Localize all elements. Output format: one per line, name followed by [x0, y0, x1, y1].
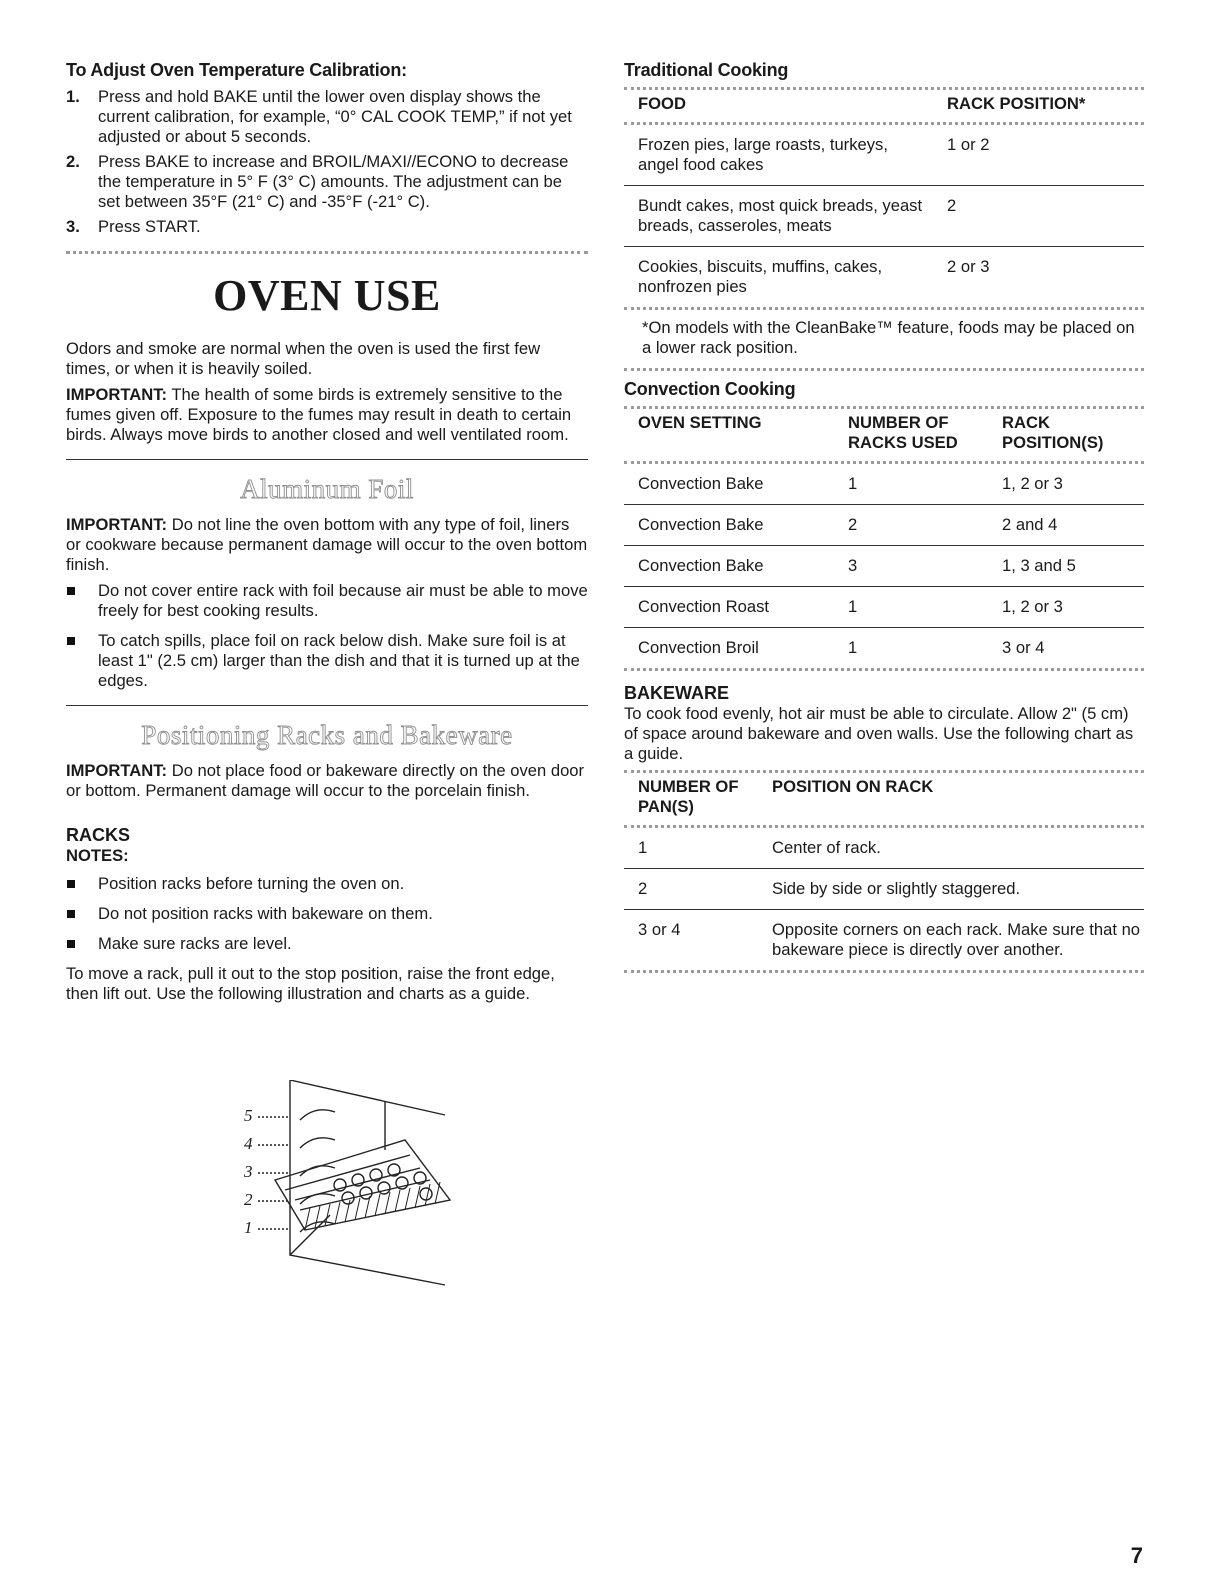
col-position-on-rack: POSITION ON RACK: [772, 777, 934, 796]
convection-table: [624, 409, 1144, 668]
divider: [624, 368, 1144, 371]
bullet-icon: [66, 874, 98, 894]
racks-heading: RACKS: [66, 825, 131, 845]
convection-heading: Convection Cooking: [624, 379, 796, 399]
page-number: 7: [1130, 1543, 1143, 1568]
cleanbake-footnote: *On models with the CleanBake™ feature, foods may be placed on a lower rack position.: [642, 318, 1135, 357]
bullet-icon: [66, 631, 98, 691]
table-row: Convection Bake 1 1, 2 or 3: [624, 464, 1144, 505]
foil-bullets: [66, 581, 588, 691]
calibration-steps: [66, 87, 588, 237]
aluminum-foil-title: Aluminum Foil: [240, 474, 414, 504]
list-item: 3. Press START.: [66, 217, 201, 236]
bakeware-heading: BAKEWARE: [624, 683, 730, 703]
col-oven-setting: OVEN SETTING: [638, 413, 762, 432]
traditional-table: [624, 90, 1144, 307]
col-food: FOOD: [638, 94, 686, 113]
oven-cavity-drawing: [230, 1080, 460, 1290]
table-row: Bundt cakes, most quick breads, yeast breads, casseroles, meats 2: [624, 186, 1144, 247]
divider: [66, 459, 588, 460]
rack-illustration: [230, 1080, 460, 1290]
table-row: 1 Center of rack.: [624, 828, 1144, 869]
col-rack-positions: RACK POSITION(S): [1002, 413, 1104, 452]
list-item: 1. Press and hold BAKE until the lower oven display shows the current calibration, for example, “0° CAL COOK TEMP,” if not yet adjusted or about 5 seconds.: [66, 87, 572, 146]
traditional-heading: Traditional Cooking: [624, 60, 789, 80]
notes-bullets: [66, 874, 588, 954]
divider: [66, 705, 588, 706]
table-header: [624, 409, 1144, 464]
rack-label-3: 3: [244, 1162, 253, 1181]
calibration-heading: To Adjust Oven Temperature Calibration:: [66, 60, 407, 80]
list-item: Position racks before turning the oven on.: [66, 874, 588, 894]
foil-important: IMPORTANT: Do not line the oven bottom with any type of foil, liners or cookware because permanent damage will occur to the oven bottom finish.: [66, 515, 588, 574]
list-item: To catch spills, place foil on rack below dish. Make sure foil is at least 1" (2.5 cm) larger than the dish and that it is turned up at the edges.: [66, 631, 588, 691]
rack-label-5: 5: [244, 1106, 253, 1125]
table-row: Convection Broil 1 3 or 4: [638, 638, 1045, 657]
list-item: Do not cover entire rack with foil because air must be able to move freely for best cooking results.: [66, 581, 588, 621]
list-item: 2. Press BAKE to increase and BROIL/MAXI//ECONO to decrease the temperature in 5° F (3° C) amounts. The adjustment can be set between 35°F (21° C) and -35°F (-21° C).: [66, 152, 569, 211]
table-row: Frozen pies, large roasts, turkeys, angel food cakes 1 or 2: [624, 125, 1144, 186]
rack-label-2: 2: [244, 1190, 253, 1209]
divider: [66, 251, 588, 254]
col-number-racks: NUMBER OF RACKS USED: [848, 413, 958, 452]
table-header: [624, 773, 1144, 828]
table-row: Convection Bake 2 2 and 4: [624, 505, 1144, 546]
move-rack-paragraph: To move a rack, pull it out to the stop position, raise the front edge, then lift out. Use the following illustration and charts as a guide.: [66, 964, 555, 1003]
bakeware-paragraph: To cook food evenly, hot air must be able to circulate. Allow 2" (5 cm) of space around bakeware and oven walls. Use the following chart as a guide.: [624, 704, 1134, 763]
table-row: Convection Bake 3 1, 3 and 5: [624, 546, 1144, 587]
oven-use-title: OVEN USE: [213, 271, 441, 320]
oven-use-paragraph: Odors and smoke are normal when the oven is used the first few times, or when it is heavily soiled.: [66, 339, 541, 378]
positioning-title: Positioning Racks and Bakeware: [141, 720, 513, 750]
table-row: Convection Roast 1 1, 2 or 3: [624, 587, 1144, 628]
divider: [624, 970, 1144, 973]
col-number-pans: NUMBER OF PAN(S): [638, 777, 739, 816]
positioning-important: IMPORTANT: Do not place food or bakeware directly on the oven door or bottom. Permanent damage will occur to the porcelain finish.: [66, 761, 585, 800]
bullet-icon: [66, 904, 98, 924]
col-rack-position: RACK POSITION*: [947, 94, 1086, 113]
right-column: [624, 60, 1144, 973]
table-row: 2 Side by side or slightly staggered.: [624, 869, 1144, 910]
bullet-icon: [66, 581, 98, 621]
bakeware-table: [624, 773, 1144, 970]
rack-label-4: 4: [244, 1134, 253, 1153]
table-row: Cookies, biscuits, muffins, cakes, nonfrozen pies 2 or 3: [638, 257, 990, 296]
oven-use-important: IMPORTANT: The health of some birds is extremely sensitive to the fumes given off. Exposure to the fumes may result in death to certain birds. Always move birds to another closed and well ventilated room.: [66, 385, 572, 444]
table-row: 3 or 4 Opposite corners on each rack. Make sure that no bakeware piece is directly over another.: [638, 920, 1141, 959]
list-item: Make sure racks are level.: [66, 934, 588, 954]
bullet-icon: [66, 934, 98, 954]
divider: [624, 668, 1144, 671]
left-column: [66, 60, 588, 1010]
rack-label-1: 1: [244, 1218, 253, 1237]
table-header: [624, 90, 1144, 125]
notes-heading: NOTES:: [66, 846, 129, 865]
list-item: Do not position racks with bakeware on them.: [66, 904, 588, 924]
